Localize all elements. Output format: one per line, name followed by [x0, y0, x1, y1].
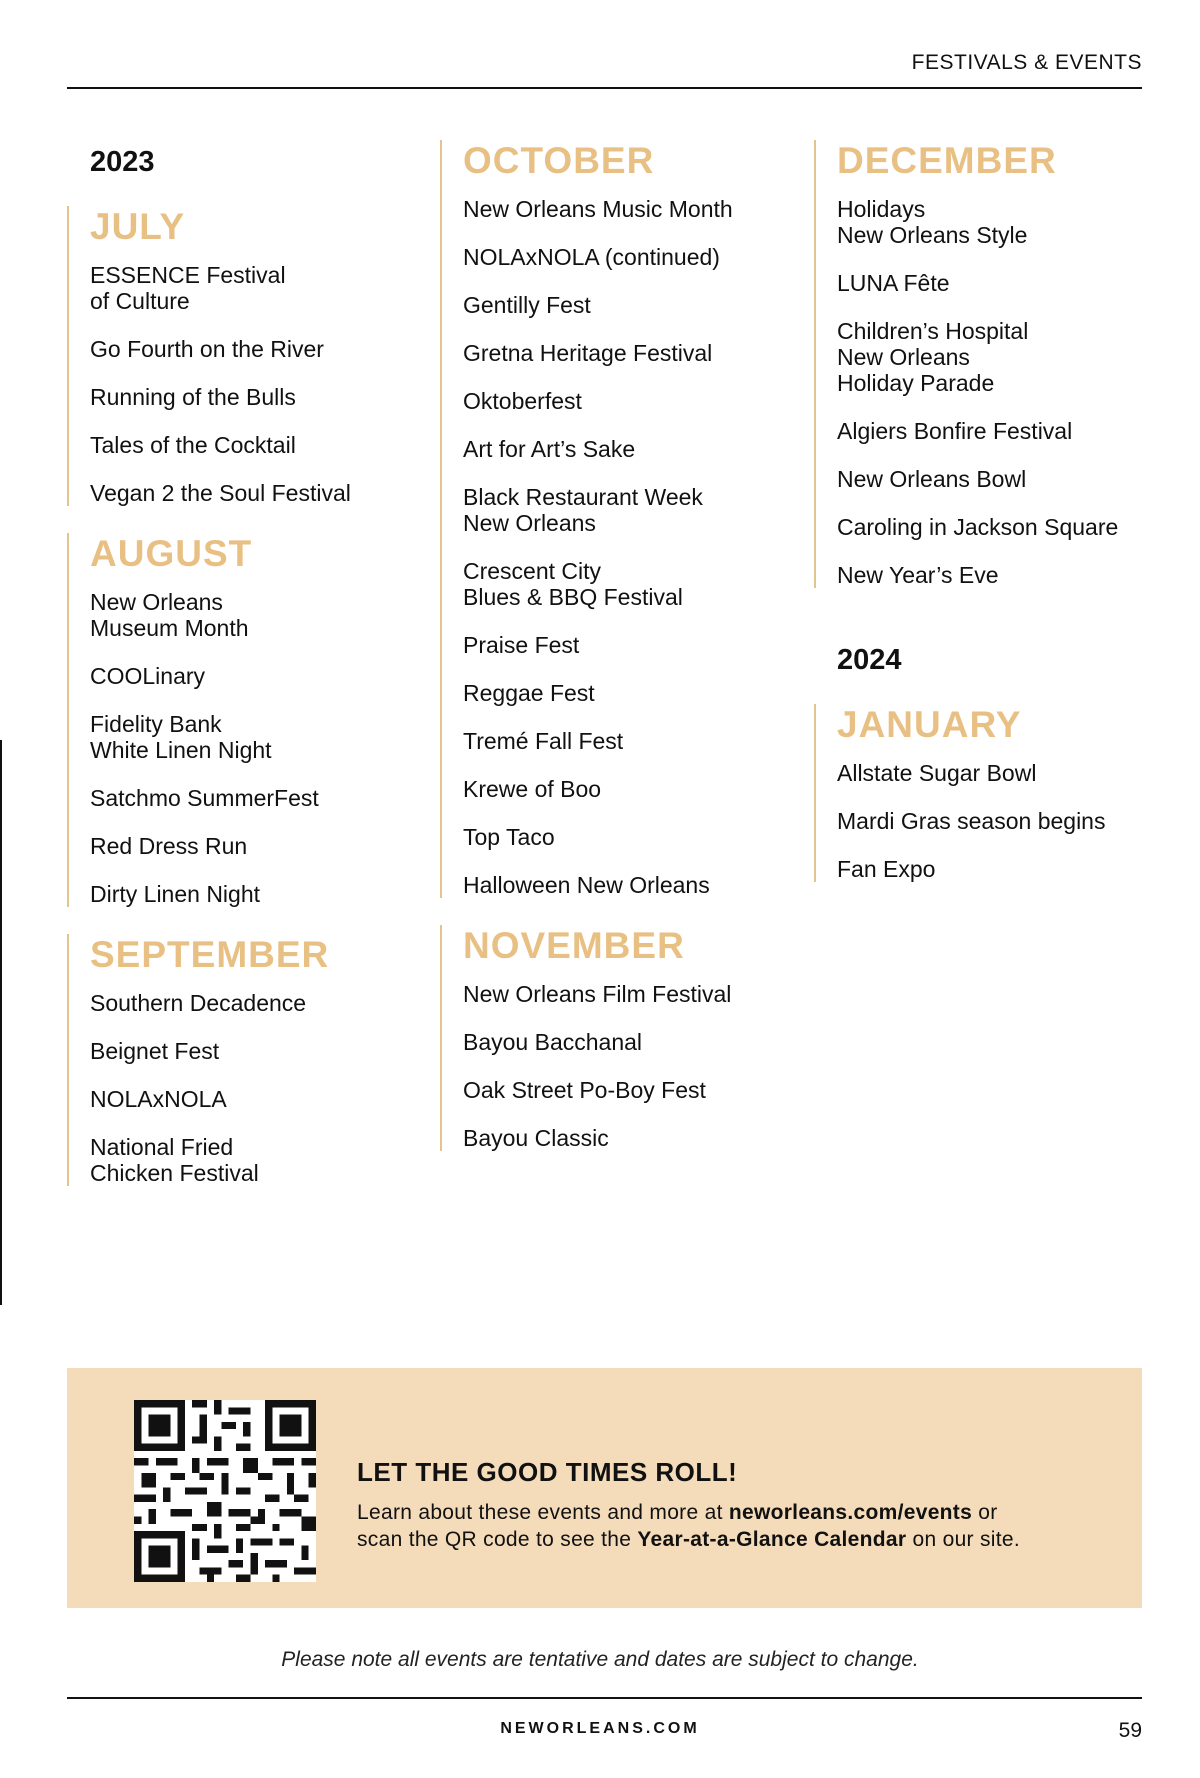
event-item: Beignet Fest: [90, 1038, 220, 1064]
year-heading: 2024: [837, 644, 902, 676]
promo-text: [357, 1499, 1077, 1553]
month-december: [814, 140, 1169, 588]
event-item: Gentilly Fest: [463, 292, 591, 318]
event-item: Dirty Linen Night: [90, 881, 261, 907]
month-november: [440, 925, 795, 1151]
month-title: AUGUST: [90, 533, 253, 574]
event-item: LUNA Fête: [837, 270, 950, 296]
event-item: Krewe of Boo: [463, 776, 602, 802]
event-item: National Fried Chicken Festival: [90, 1134, 259, 1186]
event-item: Art for Art’s Sake: [463, 436, 636, 462]
event-item: COOLinary: [90, 663, 206, 689]
event-item: Tremé Fall Fest: [463, 728, 624, 754]
event-item: Bayou Bacchanal: [463, 1029, 643, 1055]
event-item: New Year’s Eve: [837, 562, 999, 588]
event-item: Black Restaurant Week New Orleans: [463, 484, 703, 536]
month-january: [814, 704, 1169, 882]
event-item: Running of the Bulls: [90, 384, 296, 410]
top-divider: [67, 87, 1142, 89]
event-item: Crescent City Blues & BBQ Festival: [463, 558, 683, 610]
events-link[interactable]: neworleans.com/events: [728, 1501, 973, 1524]
event-item: Southern Decadence: [90, 990, 307, 1016]
promo-text-part: or: [972, 1501, 998, 1524]
bottom-divider: [67, 1697, 1142, 1699]
month-title: NOVEMBER: [463, 925, 685, 966]
event-item: Tales of the Cocktail: [90, 432, 296, 458]
event-item: Bayou Classic: [463, 1125, 609, 1151]
page-number: 59: [1118, 1719, 1142, 1742]
event-item: New Orleans Film Festival: [463, 981, 732, 1007]
footer-site: NEWORLEANS.COM: [500, 1720, 700, 1737]
month-title: DECEMBER: [837, 140, 1057, 181]
promo-text-part: on our site.: [906, 1528, 1020, 1551]
event-item: New Orleans Museum Month: [90, 589, 249, 641]
event-item: NOLAxNOLA: [90, 1086, 227, 1112]
qr-code-icon[interactable]: [134, 1400, 316, 1582]
month-title: JULY: [90, 206, 186, 247]
event-item: Praise Fest: [463, 632, 580, 658]
month-august: [67, 533, 422, 907]
promo-text-part: Learn about these events and more at: [357, 1501, 729, 1524]
month-september: [67, 934, 422, 1186]
promo-banner: [67, 1368, 1142, 1608]
promo-title: LET THE GOOD TIMES ROLL!: [357, 1457, 738, 1487]
event-item: Reggae Fest: [463, 680, 595, 706]
month-october: [440, 140, 795, 898]
month-title: JANUARY: [837, 704, 1022, 745]
event-item: Mardi Gras season begins: [837, 808, 1106, 834]
column-1: [67, 140, 422, 1213]
section-header: FESTIVALS & EVENTS: [911, 51, 1142, 74]
event-item: Halloween New Orleans: [463, 872, 710, 898]
event-item: Oktoberfest: [463, 388, 582, 414]
month-title: OCTOBER: [463, 140, 655, 181]
event-item: Oak Street Po-Boy Fest: [463, 1077, 706, 1103]
event-item: ESSENCE Festival of Culture: [90, 262, 286, 314]
event-item: New Orleans Bowl: [837, 466, 1027, 492]
promo-text-part: scan the QR code to see the: [357, 1528, 638, 1551]
disclaimer-note: Please note all events are tentative and dates are subject to change.: [281, 1648, 919, 1671]
event-item: NOLAxNOLA (continued): [463, 244, 720, 270]
event-item: Vegan 2 the Soul Festival: [90, 480, 351, 506]
column-2: [440, 140, 795, 1178]
event-item: Go Fourth on the River: [90, 336, 324, 362]
event-item: Allstate Sugar Bowl: [837, 760, 1037, 786]
event-item: Gretna Heritage Festival: [463, 340, 713, 366]
event-item: Children’s Hospital New Orleans Holiday Parade: [837, 318, 1029, 396]
event-item: Holidays New Orleans Style: [837, 196, 1028, 248]
events-calendar: [67, 140, 1142, 1220]
event-item: Algiers Bonfire Festival: [837, 418, 1073, 444]
column-3: [814, 140, 1169, 909]
event-item: Top Taco: [463, 824, 555, 850]
event-item: Satchmo SummerFest: [90, 785, 319, 811]
event-item: Caroling in Jackson Square: [837, 514, 1119, 540]
event-item: Red Dress Run: [90, 833, 248, 859]
year-heading: 2023: [90, 146, 155, 178]
calendar-name: Year-at-a-Glance Calendar: [637, 1528, 907, 1551]
event-item: Fan Expo: [837, 856, 936, 882]
page-edge-mark: [0, 740, 2, 1305]
event-item: Fidelity Bank White Linen Night: [90, 711, 272, 763]
month-title: SEPTEMBER: [90, 934, 330, 975]
event-item: New Orleans Music Month: [463, 196, 733, 222]
month-july: [67, 206, 422, 506]
